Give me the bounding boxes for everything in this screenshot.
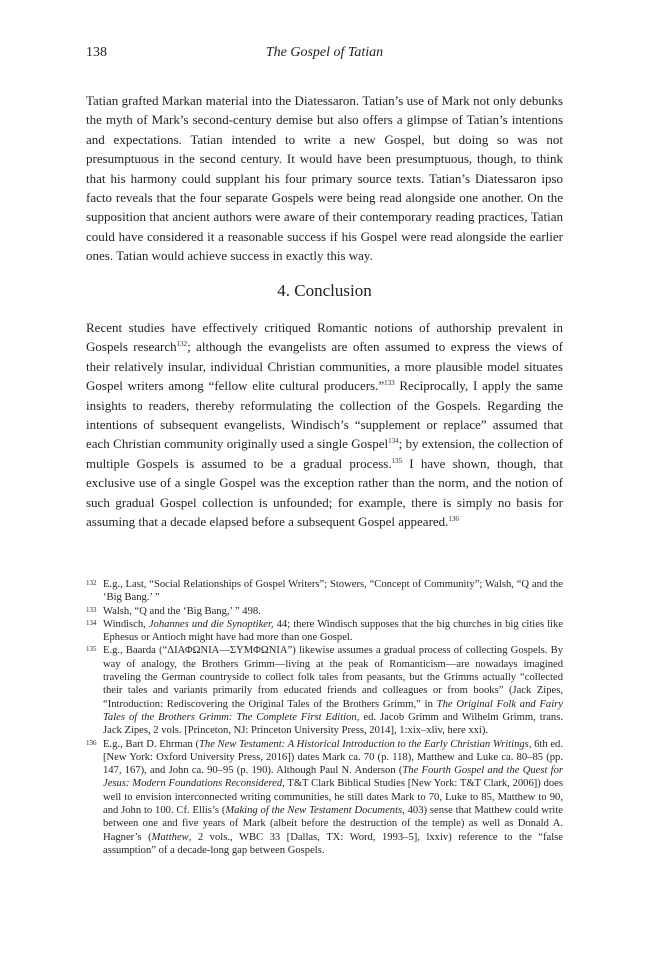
text-segment: Recent studies have effectively critiqued Romantic notions of authorship prevalent in Gospels research: [86, 320, 563, 355]
footnote-text: , T&T Clark Biblical Studies [New York: T&T Clark, 2006]) does well to envision interconnected writing communities, he still dates Mark to 70, Luke to 85, Matthew to 90, and John to 100. Cf. Ellis’s (: [103, 778, 563, 817]
footnote: [86, 578, 563, 605]
footnote-ref-136[interactable]: 136: [448, 515, 459, 524]
footnote-italic-title: Making of the New Testament Documents: [225, 805, 403, 817]
footnote-number: 136: [86, 738, 97, 747]
footnote-text: Windisch,: [103, 618, 149, 630]
footnote-italic-title: The New Testament: A Historical Introduction to the Early Christian Writings: [199, 738, 529, 750]
footnote-number: 133: [86, 605, 97, 614]
footnote-text: , 2 vols., WBC 33 [Dallas, TX: Word, 1993–5], lxxiv) reference to the “false assumption” of a decade-long gap between Gospels.: [103, 831, 564, 856]
footnote-text: E.g., Last, “Social Relationships of Gospel Writers”; Stowers, “Concept of Community”; Walsh, “Q and the ‘Big Bang.’ ”: [103, 579, 563, 604]
footnote-ref-133[interactable]: 133: [384, 379, 395, 388]
footnote-text: , 403) sense that Matthew could write between one and five years of Mark (albeit before the destruction of the temple) as well as Donald A. Hagner’s (: [103, 805, 563, 843]
text-segment: I have shown, though, that exclusive use of a single Gospel was the exception rather than the norm, and the notion of such gradual Gospel collection is unfounded; for example, there is simply no basis for assuming that a decade elapsed before a subsequent Gospel appeared.: [86, 455, 564, 530]
footnote-italic-title: The Original Folk and Fairy Tales of the Brothers Grimm: The Complete First Edition: [103, 698, 563, 723]
footnote-text: 44; there Windisch supposes that the big churches in big cities like Ephesus or Antioch might have had more than one Gospel.: [103, 618, 563, 644]
footnote-italic-title: Matthew: [151, 831, 189, 843]
footnote-number: 134: [86, 618, 97, 627]
footnote-italic-title: Johannes und die Synoptiker,: [148, 618, 274, 630]
footnote-ref-134[interactable]: 134: [388, 437, 399, 446]
footnote-number: 132: [86, 579, 97, 587]
running-title: The Gospel of Tatian: [265, 45, 384, 60]
body-paragraph-2: [86, 318, 563, 531]
text-segment: ; by extension, the collection of multiple Gospels is assumed to be a gradual process.: [86, 436, 563, 471]
footnote: [86, 605, 563, 618]
footnote: [86, 738, 563, 858]
footnote-number: 135: [86, 645, 97, 654]
text-segment: Reciprocally, I apply the same insights to readers, thereby reformulating the collection of the Gospels. Regarding the intentions of subsequent evangelists, Windisch’s “supplement or replace” assumed that each Christian community originally used a single Gospel: [86, 378, 564, 452]
footnote-italic-title: The Fourth Gospel and the Quest for Jesus: Modern Foundations Reconsidered: [103, 765, 563, 790]
footnote-text: , ed. Jacob Grimm and Wilhelm Grimm, trans. Jack Zipes, 2 vols. [Princeton, NJ: Princeton University Press, 2014], 1:xix–xliv, here xxi).: [103, 711, 564, 737]
section-heading: 4. Conclusion: [277, 281, 372, 300]
text-segment: ; although the evangelists are often assumed to express the views of their relatively insular, individual Christian communities, a more plausible model situates Gospel writers among “fellow elite cultural producers.”: [86, 339, 563, 394]
footnote: [86, 618, 563, 645]
footnote-text: E.g., Baarda (“ΔΙΑΦΩΝΙΑ—ΣΥΜΦΩΝΙΑ”) likewise assumes a gradual process of collecting Gospels. By way of analogy, the Brothers Grimm—living at the peak of Romanticism—are nowadays imagined traveling the German countryside to collect folk tales from peasants, but the Grimms actually “collected their tales and variants primarily from educated friends and colleagues or from books” (Jack Zipes, “Introduction: Rediscovering the Original Tales of the Brothers Grimm,” in: [103, 645, 563, 710]
footnotes-list: [86, 578, 563, 857]
running-header: [86, 45, 563, 65]
footnote: [86, 644, 563, 737]
body-paragraph-1: Tatian grafted Markan material into the Diatessaron. Tatian’s use of Mark not only debunks the myth of Mark’s second-century demise but also offers a glimpse of Tatian’s intentions and expectations. Tatian intended to write a new Gospel, but doing so was not presumptuous in the second century. It would have been presumptuous, though, to think that his harmony could supplant his four primary source texts. Tatian’s Diatessaron ipso facto reveals that the four separate Gospels were being read alongside one another. On the supposition that ancient authors were aware of their contemporary reading practices, Tatian could have considered it a reasonable success if his Gospel were read alongside the earlier ones. Tatian would achieve success in exactly this way.: [86, 93, 563, 264]
footnote-text: E.g., Bart D. Ehrman (: [103, 738, 199, 750]
footnote-text: Walsh, “Q and the ‘Big Bang,’ ” 498.: [103, 605, 261, 617]
footnote-ref-135[interactable]: 135: [391, 456, 403, 465]
page-number: 138: [86, 45, 107, 60]
footnote-ref-132[interactable]: 132: [176, 340, 188, 349]
footnote-text: , 6th ed. [New York: Oxford University Press, 2016]) dates Mark ca. 70 (p. 118), Matthew and Luke ca. 80–85 (pp. 147, 167), and John ca. 90–95 (p. 190). Although Paul N. Anderson (: [103, 738, 563, 777]
